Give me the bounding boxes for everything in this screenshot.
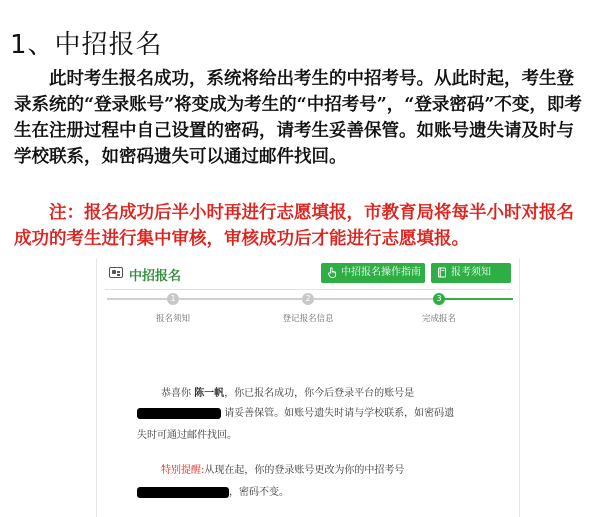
redacted-account <box>137 408 221 419</box>
instruction-paragraph: 此时考生报名成功，系统将给出考生的中招考号。从此时起，考生登录系统的“登录账号”将变成为考生的“中招考号”，“登录密码”不变，即考生在注册过程中自己设置的密码，请考生妥善保管。如账号遗失请及时与学校联系，如密码遗失可以通过邮件找回。 <box>14 69 582 167</box>
password-unchanged-text: ，密码不变。 <box>229 487 289 498</box>
note-paragraph: 注：报名成功后半小时再进行志愿填报，市教育局将每半小时对报名成功的考生进行集中审核，审核成功后才能进行志愿填报。 <box>14 203 574 249</box>
reminder-label: 特别提醒: <box>161 465 205 476</box>
progress-steps <box>97 290 519 330</box>
screenshot-header <box>97 258 519 288</box>
section-heading: 1、中招报名 <box>10 30 163 60</box>
message-line-3: 失时可通过邮件找回。 <box>137 430 237 441</box>
redacted-exam-number <box>137 487 229 498</box>
registration-screenshot <box>96 258 520 517</box>
step-1-dot: 1 <box>167 293 179 305</box>
progress-track-current <box>439 298 513 300</box>
reminder-text: 从现在起，你的登录账号更改为你的中招考号 <box>204 465 405 476</box>
message-line-5 <box>137 483 289 498</box>
id-card-icon <box>109 267 123 278</box>
student-name: 陈一帆 <box>194 388 225 399</box>
guide-button-label: 中招报名操作指南 <box>341 267 421 278</box>
message-line-4 <box>161 461 404 476</box>
message-line-2 <box>137 404 454 419</box>
hand-pointer-icon <box>327 267 337 278</box>
progress-track-done <box>107 298 439 300</box>
screenshot-title: 中招报名 <box>129 269 182 284</box>
step-2-dot: 2 <box>302 293 314 305</box>
keep-safe-text: 请妥善保管。如账号遗失时请与学校联系，如密码遗 <box>224 408 455 419</box>
greeting-text: 恭喜你 <box>161 388 191 399</box>
book-icon <box>437 267 447 278</box>
account-intro-text: ，你已报名成功，你今后登录平台的账号是 <box>224 388 415 399</box>
step-1-label: 报名须知 <box>155 314 191 324</box>
step-3-label: 完成报名 <box>421 314 457 324</box>
message-line-1 <box>161 384 414 399</box>
guide-button[interactable] <box>321 263 425 283</box>
notice-button[interactable] <box>431 263 511 283</box>
step-3-dot: 3 <box>433 293 445 305</box>
step-2-label: 登记报名信息 <box>282 314 334 324</box>
notice-button-label: 报考须知 <box>451 267 491 278</box>
